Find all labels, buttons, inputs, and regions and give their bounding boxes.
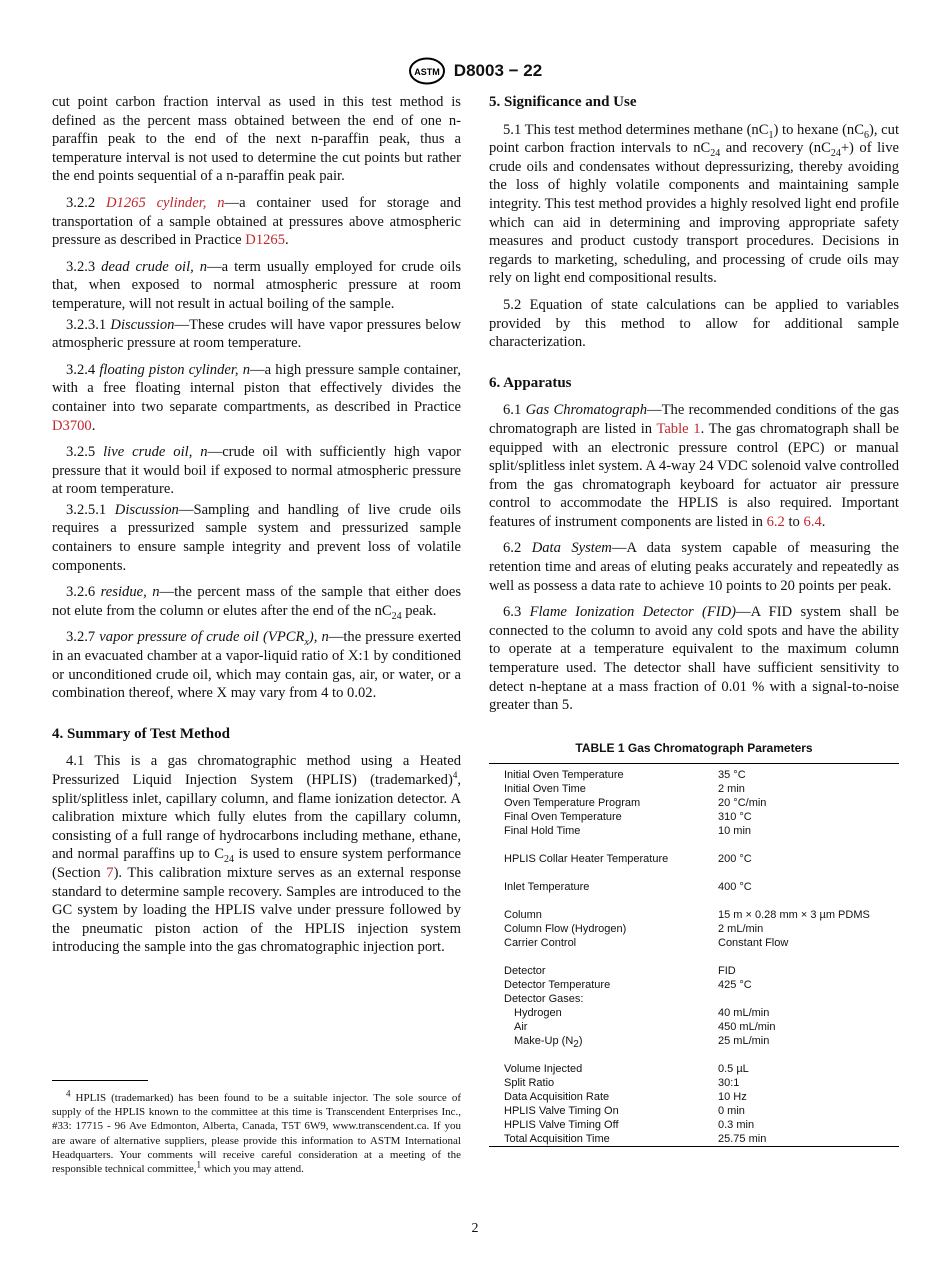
- section-6-heading: 6. Apparatus: [489, 374, 572, 391]
- parameter-name: Final Hold Time: [504, 825, 581, 838]
- table-spacer: [489, 866, 899, 880]
- parameter-value: 310 °C: [718, 811, 752, 824]
- parameter-value: 0 min: [718, 1105, 745, 1118]
- parameter-name: HPLIS Collar Heater Temperature: [504, 853, 669, 866]
- parameter-value: 35 °C: [718, 769, 746, 782]
- page-number: 2: [471, 1221, 479, 1236]
- table-row: [489, 1020, 899, 1034]
- table-row: [489, 1006, 899, 1020]
- section-6-2-link[interactable]: 6.2: [766, 513, 785, 530]
- table-row: [489, 1118, 899, 1132]
- parameter-value: 15 m × 0.28 mm × 3 µm PDMS: [718, 909, 870, 922]
- table-row: [489, 908, 899, 922]
- definition-3-2-2: 3.2.2 D1265 cylinder, n—a container used for storage and transportation of a sample obtained at pressures above atmospheric pressure as described in Practice D1265.: [52, 194, 461, 249]
- document-code: D8003 − 22: [453, 61, 543, 80]
- paragraph-6-1: 6.1 Gas Chromatograph—The recommended conditions of the gas chromatograph are listed in Table 1. The gas chromatograph shall be equipped with an electronic pressure control (EPC) or manual split/splitless inlet system. A 4-way 24 VDC solenoid valve controlled from the gas chromatograph keyboard for actuator air pressure control to accommodate the HPLIS is also required. Important features of instrument components are listed in 6.2 to 6.4.: [489, 402, 899, 530]
- table-row: [489, 810, 899, 824]
- table-row: [489, 764, 899, 783]
- parameter-value: 2 min: [718, 783, 745, 796]
- right-column: [489, 93, 899, 1147]
- table-row: [489, 1104, 899, 1118]
- table-row: [489, 936, 899, 950]
- table-row: [489, 1034, 899, 1048]
- table-row: [489, 1132, 899, 1147]
- table-row: [489, 782, 899, 796]
- parameter-name: Split Ratio: [504, 1077, 555, 1090]
- d1265-term-link[interactable]: D1265 cylinder, n: [106, 194, 225, 211]
- parameter-value: 30:1: [718, 1077, 740, 1090]
- astm-logo-icon: [408, 57, 446, 85]
- parameter-name: Initial Oven Time: [504, 783, 586, 796]
- parameter-value: 200 °C: [718, 853, 752, 866]
- table-spacer: [489, 1048, 899, 1062]
- discussion-3-2-5-1: 3.2.5.1 Discussion—Sampling and handling of live crude oils requires a pressurized sample system and pressurized sample containers to ensure sample integrity and prevent loss of volatile components.: [52, 501, 461, 574]
- table-spacer: [489, 950, 899, 964]
- parameter-name: Final Oven Temperature: [504, 811, 622, 824]
- continued-paragraph: cut point carbon fraction interval as used in this test method is defined as the percent mass obtained between the end of one n-paraffin peak to the end of the next n-paraffin peak, thus a temperature interval is not used to determine the cut points but rather the end points sequential of a n-paraffin peak pair.: [52, 94, 461, 185]
- parameter-value: 10 Hz: [718, 1091, 747, 1104]
- parameter-name: Air: [514, 1021, 528, 1034]
- parameter-name: Make-Up $(N_2)$: [514, 1035, 583, 1051]
- footnote-divider: [52, 1080, 148, 1081]
- paragraph-6-3: 6.3 Flame Ionization Detector (FID)—A FID system shall be connected to the column to avoid any cold spots and have the ability to operate at a temperature equivalent to the maximum column temperature used. The detector shall have sufficient sensitivity to detect n-heptane at a mass fraction of 0.01 % with a signal-to-noise greater than 5.: [489, 604, 899, 714]
- table-row: [489, 978, 899, 992]
- parameter-value: 20 °C/min: [718, 797, 767, 810]
- parameter-name: HPLIS Valve Timing On: [504, 1105, 619, 1118]
- parameter-value: 25 mL/min: [718, 1035, 770, 1048]
- parameter-name: Oven Temperature Program: [504, 797, 641, 810]
- table-1-title: TABLE 1 Gas Chromatograph Parameters: [575, 740, 813, 755]
- parameter-name: Column Flow (Hydrogen): [504, 923, 627, 936]
- parameter-value: [718, 992, 899, 1006]
- d3700-link[interactable]: D3700: [52, 417, 92, 434]
- definition-3-2-7: 3.2.7 vapor pressure of crude oil $(VPCR_x)$, n—the pressure exerted in an evacuated chamber at a vapor-liquid ratio of X:1 by conditioned or unconditioned crude oil, which may contain gas, air, or water, or a combination thereof, where X may vary from 4 to 0.02.: [52, 629, 461, 702]
- parameter-value: 25.75 min: [718, 1133, 767, 1146]
- table-row: [489, 1076, 899, 1090]
- parameter-name: Data Acquisition Rate: [504, 1091, 610, 1104]
- definition-3-2-5: 3.2.5 live crude oil, n—crude oil with sufficiently high vapor pressure that it would boil if exposed to normal atmospheric pressure at room temperature.: [52, 444, 462, 498]
- section-5-heading: 5. Significance and Use: [489, 94, 637, 110]
- parameter-name: Initial Oven Temperature: [504, 769, 624, 782]
- section-4-heading: 4. Summary of Test Method: [52, 725, 230, 742]
- table-row: [489, 922, 899, 936]
- paragraph-5-1: 5.1 This test method determines methane $(nC_1)$ to hexane $(nC_6)$, cut point carbon fraction intervals to $nC_{24}$ and recovery $(nC_{24}+)$ of live crude oils and condensates without depressurizing, thereby avoiding the loss of highly volatile components and maintaining sample integrity. This test method provides a highly resolved light end profile which can aid in determining and improving appropriate safety measures and product custody transport procedures. Decisions in regards to marketing, scheduling, and processing of crude oils may rely on light end compositional results.: [489, 121, 899, 287]
- footnote-4: $^4$ HPLIS (trademarked) has been found to be a suitable injector. The sole source of supply of the HPLIS known to the committee at this time is Transcendent Enterprises Inc., #33: 17715 - 96 Ave Edmonton, Alberta, Canada, T5T 6W9, www.transcendent.ca. If you are aware of alternative suppliers, please provide this information to ASTM International Headquarters. Your comments will receive careful consideration at a meeting of the responsible technical committee,$^1$ which you may attend.: [52, 1088, 461, 1176]
- svg-text:ASTM: ASTM: [414, 67, 440, 77]
- parameter-value: 0.5 µL: [718, 1063, 749, 1076]
- parameter-name: Carrier Control: [504, 937, 577, 950]
- parameter-name: Inlet Temperature: [504, 881, 590, 894]
- left-column: [52, 93, 461, 965]
- parameter-value: 40 mL/min: [718, 1007, 770, 1020]
- table-1-link[interactable]: Table 1: [656, 420, 701, 437]
- table-row: [489, 852, 899, 866]
- parameter-value: Constant Flow: [718, 937, 789, 950]
- table-row: [489, 992, 899, 1006]
- definition-3-2-4: 3.2.4 floating piston cylinder, n—a high pressure sample container, with a free floating internal piston that effectively divides the container into two separate compartments, as described in Practice D3700.: [52, 361, 461, 434]
- parameter-name: Hydrogen: [514, 1007, 562, 1020]
- gc-parameters-table: [489, 763, 899, 1147]
- table-row: [489, 824, 899, 838]
- paragraph-4-1: 4.1 This is a gas chromatographic method using a Heated Pressurized Liquid Injection System (HPLIS) (trademarked)$^4$, split/splitless inlet, capillary column, and flame ionization detector. A calibration mixture which fully elutes from the capillary column, consisting of a full range of hydrocarbons including methane, ethane, and normal paraffins up to $C_{24}$ is used to ensure system performance (Section 7). This calibration mixture serves as an external response standard to determine sample recovery. Samples are introduced to the GC system by loading the HPLIS valve under pressure followed by the pneumatic piston action of the HPLIS injection system introducing the sample into the gas chromatographic injection port.: [52, 753, 461, 956]
- parameter-name: Column: [504, 909, 542, 922]
- parameter-value: FID: [718, 965, 736, 978]
- discussion-3-2-3-1: 3.2.3.1 Discussion—These crudes will have vapor pressures below atmospheric pressure at room temperature.: [52, 316, 461, 352]
- table-row: [489, 1090, 899, 1104]
- definition-3-2-6: 3.2.6 residue, n—the percent mass of the sample that either does not elute from the column or elutes after the end of the $nC_{24}$ peak.: [52, 584, 462, 622]
- parameter-value: 0.3 min: [718, 1119, 755, 1132]
- parameter-value: 450 mL/min: [718, 1021, 776, 1034]
- paragraph-5-2: 5.2 Equation of state calculations can be applied to variables provided by this method to allow for additional sample characterization.: [489, 296, 899, 351]
- page-header: [0, 57, 950, 85]
- parameter-name: Total Acquisition Time: [504, 1133, 610, 1146]
- definition-3-2-3: 3.2.3 dead crude oil, n—a term usually employed for crude oils that, when exposed to normal atmospheric pressure at room temperature, will not result in actual boiling of the sample.: [52, 258, 461, 312]
- paragraph-6-2: 6.2 Data System—A data system capable of measuring the retention time and areas of eluting peaks accurately and repeatedly as well as possess a data rate to achieve 10 points to 20 points per peak.: [489, 540, 899, 594]
- parameter-name: Volume Injected: [504, 1063, 583, 1076]
- parameter-name: Detector Temperature: [504, 979, 611, 992]
- parameter-value: 400 °C: [718, 881, 752, 894]
- parameter-name: Detector Gases:: [504, 993, 584, 1006]
- table-row: [489, 1062, 899, 1076]
- parameter-value: 425 °C: [718, 979, 752, 992]
- parameter-name: Detector: [504, 965, 546, 978]
- parameter-name: HPLIS Valve Timing Off: [504, 1119, 619, 1132]
- section-6-4-link[interactable]: 6.4: [803, 513, 822, 530]
- table-row: [489, 964, 899, 978]
- table-spacer: [489, 894, 899, 908]
- parameter-value: 10 min: [718, 825, 752, 838]
- table-spacer: [489, 838, 899, 852]
- parameter-value: 2 mL/min: [718, 923, 764, 936]
- section-7-link[interactable]: 7: [106, 864, 114, 881]
- table-row: [489, 796, 899, 810]
- table-row: [489, 880, 899, 894]
- footnote-4-ref[interactable]: 4: [452, 770, 458, 781]
- d1265-link[interactable]: D1265: [245, 232, 286, 249]
